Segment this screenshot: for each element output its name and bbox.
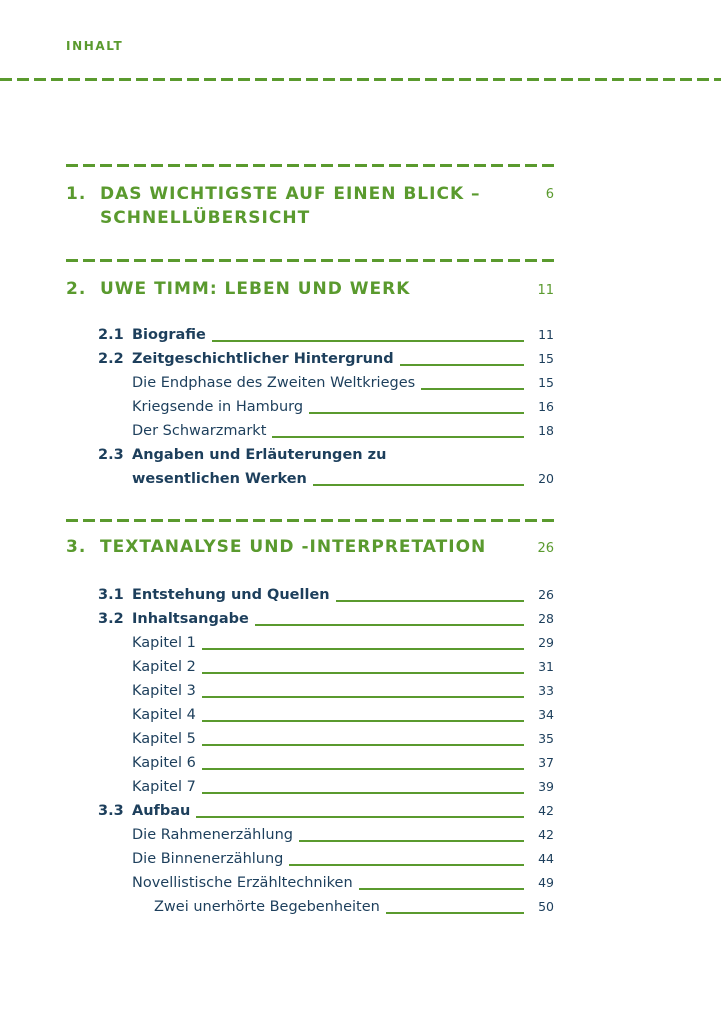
dotted-leader: [202, 792, 524, 794]
dotted-leader: [400, 364, 524, 366]
toc-entry[interactable]: [98, 871, 554, 895]
toc-entry-number: 2.2: [98, 351, 124, 367]
toc-entry-number: 3.2: [98, 611, 124, 627]
chapter-page: 11: [537, 283, 554, 298]
toc-entry[interactable]: [98, 323, 554, 347]
toc-entry-page: 18: [538, 423, 554, 438]
toc-entry[interactable]: [98, 799, 554, 823]
dotted-leader: [212, 340, 524, 342]
dotted-leader: [202, 672, 524, 674]
toc-entry-label: Kriegsende in Hamburg: [132, 395, 307, 419]
toc-entry-page: 29: [538, 635, 554, 650]
chapter-page: 26: [537, 541, 554, 556]
toc-entry-page: 42: [538, 827, 554, 842]
dotted-leader: [255, 624, 524, 626]
toc-entry-number: 2.3: [98, 447, 124, 463]
toc-entry-label: Die Endphase des Zweiten Weltkrieges: [132, 371, 419, 395]
toc-entry-page: 49: [538, 875, 554, 890]
toc-entry[interactable]: [98, 727, 554, 751]
toc-entry-page: 34: [538, 707, 554, 722]
toc-entry-page: 37: [538, 755, 554, 770]
toc-entry[interactable]: [98, 347, 554, 371]
toc-entry-page: 31: [538, 659, 554, 674]
toc-entry-label: Angaben und Erläuterungen zu: [132, 443, 390, 467]
dotted-leader: [202, 744, 524, 746]
toc-entry-page: 11: [538, 327, 554, 342]
toc-entry-page: 16: [538, 399, 554, 414]
chapter-divider: [66, 259, 554, 262]
toc-entry-page: 15: [538, 375, 554, 390]
toc-entry-label: Zwei unerhörte Begebenheiten: [154, 895, 384, 919]
toc-entry[interactable]: [98, 395, 554, 419]
toc-entry[interactable]: [98, 655, 554, 679]
toc-entry[interactable]: [98, 607, 554, 631]
toc-entry-label: Die Binnenerzählung: [132, 847, 287, 871]
toc-entry[interactable]: [98, 895, 554, 919]
toc-entry-label: Entstehung und Quellen: [132, 583, 334, 607]
toc-entry-page: 44: [538, 851, 554, 866]
toc-entry[interactable]: [98, 583, 554, 607]
toc-entry-label: Kapitel 7: [132, 775, 200, 799]
toc-entry-page: 33: [538, 683, 554, 698]
toc-entry-label: Zeitgeschichtlicher Hintergrund: [132, 347, 398, 371]
toc-entry-page: 28: [538, 611, 554, 626]
chapter-title[interactable]: UWE TIMM: LEBEN UND WERK: [100, 279, 411, 299]
toc-entry-page: 35: [538, 731, 554, 746]
toc-entry[interactable]: [98, 751, 554, 775]
toc-entry-page: 39: [538, 779, 554, 794]
chapter-title[interactable]: DAS WICHTIGSTE AUF EINEN BLICK –: [100, 184, 481, 204]
dotted-leader: [202, 768, 524, 770]
dotted-leader: [202, 720, 524, 722]
toc-entry-label: Inhaltsangabe: [132, 607, 253, 631]
toc-entry-page: 26: [538, 587, 554, 602]
dotted-leader: [359, 888, 524, 890]
toc-entry[interactable]: [98, 443, 554, 467]
toc-entry-label: Kapitel 3: [132, 679, 200, 703]
toc-entry[interactable]: [98, 823, 554, 847]
page-header-label: INHALT: [66, 39, 124, 53]
toc-entry[interactable]: [98, 631, 554, 655]
toc-entry-number: 2.1: [98, 327, 124, 343]
toc-entry-label: wesentlichen Werken: [132, 467, 311, 491]
toc-entry-page: 42: [538, 803, 554, 818]
toc-entry-label: Kapitel 6: [132, 751, 200, 775]
dotted-leader: [421, 388, 524, 390]
dotted-leader: [196, 816, 524, 818]
chapter-title-continued[interactable]: SCHNELLÜBERSICHT: [100, 208, 311, 228]
toc-entry-label: Kapitel 4: [132, 703, 200, 727]
dotted-leader: [289, 864, 524, 866]
toc-entry[interactable]: [98, 467, 554, 491]
chapter-divider: [66, 519, 554, 522]
dotted-leader: [336, 600, 524, 602]
toc-entry-page: 50: [538, 899, 554, 914]
toc-entry-page: 20: [538, 471, 554, 486]
toc-entry[interactable]: [98, 775, 554, 799]
toc-entry[interactable]: [98, 419, 554, 443]
toc-entry-label: Biografie: [132, 323, 210, 347]
toc-entry-number: 3.3: [98, 803, 124, 819]
toc-entry[interactable]: [98, 371, 554, 395]
dotted-leader: [386, 912, 524, 914]
toc-entry[interactable]: [98, 847, 554, 871]
dotted-leader: [299, 840, 524, 842]
header-divider: [0, 78, 721, 81]
toc-entry[interactable]: [98, 679, 554, 703]
dotted-leader: [202, 696, 524, 698]
dotted-leader: [313, 484, 524, 486]
dotted-leader: [309, 412, 524, 414]
toc-entry-label: Kapitel 1: [132, 631, 200, 655]
toc-entry[interactable]: [98, 703, 554, 727]
chapter-number: 2.: [66, 279, 87, 299]
toc-entry-number: 3.1: [98, 587, 124, 603]
dotted-leader: [272, 436, 524, 438]
chapter-number: 3.: [66, 537, 87, 557]
dotted-leader: [202, 648, 524, 650]
toc-entry-label: Novellistische Erzähltechniken: [132, 871, 357, 895]
toc-entry-label: Kapitel 2: [132, 655, 200, 679]
chapter-title[interactable]: TEXTANALYSE UND -INTERPRETATION: [100, 537, 487, 557]
toc-entry-label: Der Schwarzmarkt: [132, 419, 270, 443]
toc-entry-label: Kapitel 5: [132, 727, 200, 751]
chapter-divider: [66, 164, 554, 167]
chapter-page: 6: [545, 187, 554, 202]
toc-entry-page: 15: [538, 351, 554, 366]
toc-entry-label: Die Rahmenerzählung: [132, 823, 297, 847]
toc-entry-label: Aufbau: [132, 799, 194, 823]
chapter-number: 1.: [66, 184, 87, 204]
